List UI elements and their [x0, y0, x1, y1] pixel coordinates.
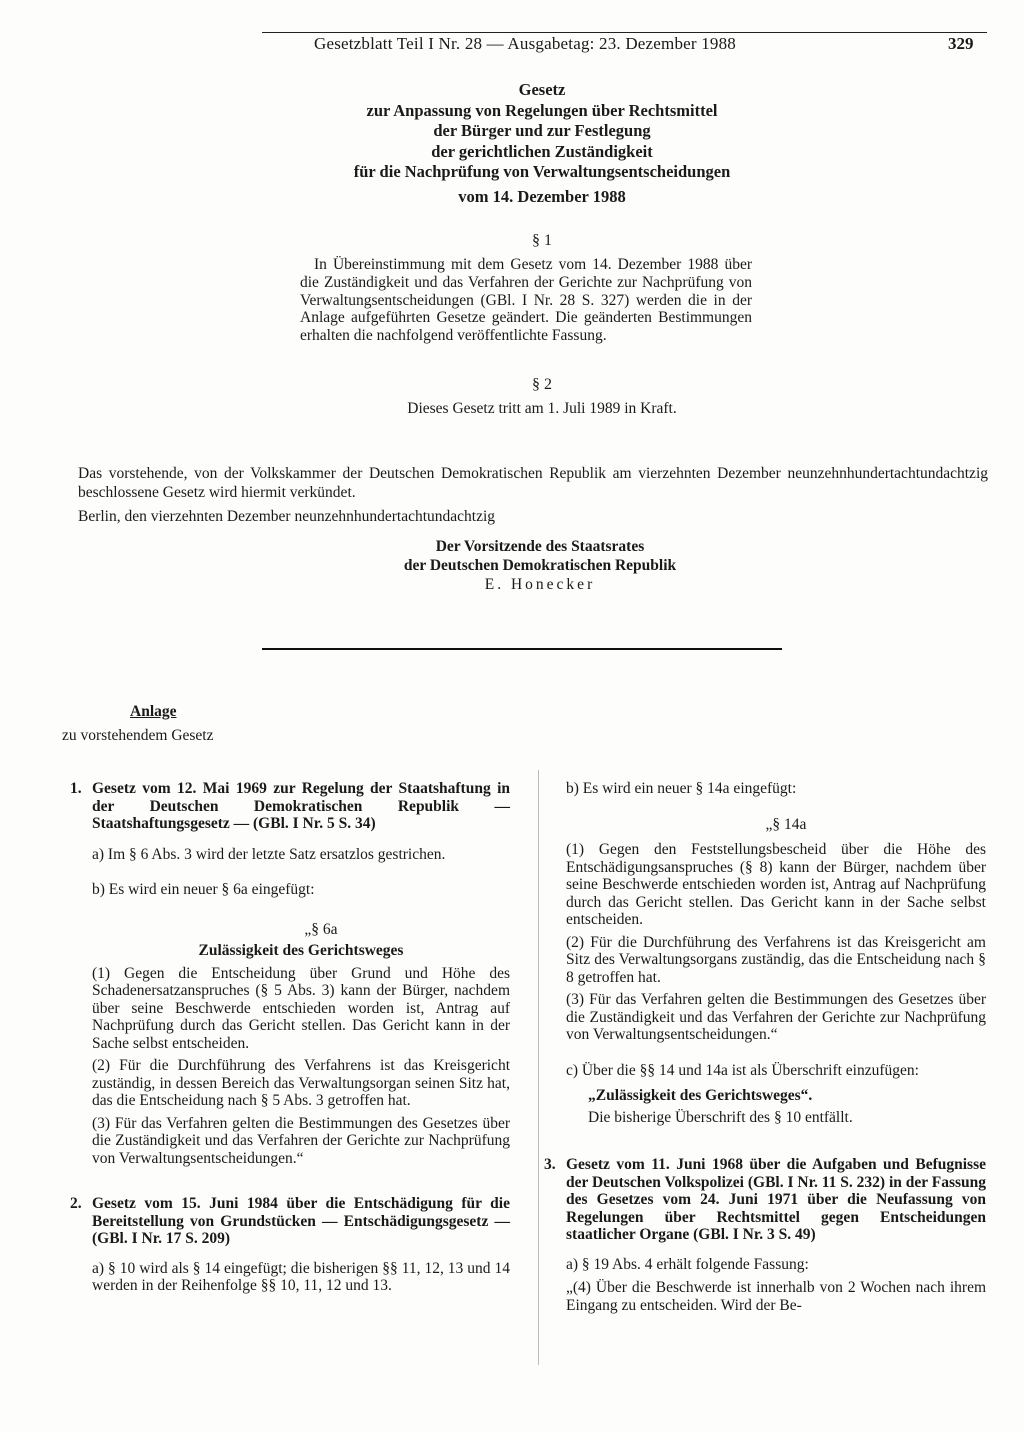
section-2-sign: § 2: [532, 376, 552, 393]
item-heading: Gesetz vom 12. Mai 1969 zur Regelung der Staatshaftung in der Deutschen Demokratischen Republik — Staatshaftungsgesetz — (GBl. I Nr. 5 S. 34): [92, 780, 510, 832]
paragraph-14a-abs3: (3) Für das Verfahren gelten die Bestimmungen des Gesetzes über die Zuständigkeit und das Verfahren der Gerichte zur Nachprüfung von Verwaltungsentscheidungen.“: [566, 991, 986, 1043]
section-2-text: Dieses Gesetz tritt am 1. Juli 1989 in Kraft.: [407, 400, 677, 417]
item-1-b: b) Es wird ein neuer § 6a eingefügt:: [92, 881, 315, 898]
promulgation-text: Das vorstehende, von der Volkskammer der Deutschen Demokratischen Republik am vierzehnten Dezember neunzehnhundertachtundachtzig beschlossene Gesetz wird hiermit verkündet.: [78, 465, 988, 501]
running-title: Gesetzblatt Teil I Nr. 28 — Ausgabetag: 23. Dezember 1988: [313, 34, 737, 53]
item-number: 2.: [70, 1195, 82, 1212]
place-date: Berlin, den vierzehnten Dezember neunzehnhundertachtundachtzig: [78, 508, 496, 525]
section-divider: [262, 648, 782, 650]
annex-right-column: [544, 780, 987, 1314]
paragraph-14a-sign: „§ 14a: [765, 815, 807, 833]
paragraph-14a-abs2: (2) Für die Durchführung des Verfahrens ist das Kreisgericht am Sitz des Verwaltungsorgans zuständig, das die Entscheidung nach § 8 getroffen hat.: [566, 933, 986, 986]
item-heading: Gesetz vom 11. Juni 1968 über die Aufgaben und Befugnisse der Deutschen Volkspolizei (GBl. I Nr. 11 S. 232) in der Fassung des Gesetzes vom 24. Juni 1971 über die Neufassung von Regelungen über Rechtsmittel gegen Entscheidungen staatlicher Organe (GBl. I Nr. 3 S. 49): [566, 1156, 987, 1243]
law-date: vom 14. Dezember 1988: [458, 187, 626, 206]
annex-left-column: [70, 780, 510, 1295]
item-1-a: a) Im § 6 Abs. 3 wird der letzte Satz ersatzlos gestrichen.: [92, 845, 446, 863]
annex-item-3: [544, 1156, 987, 1244]
section-1-sign: § 1: [532, 232, 552, 249]
law-title-line: Gesetz: [518, 80, 566, 99]
section-1-text: In Übereinstimmung mit dem Gesetz vom 14. Dezember 1988 über die Zuständigkeit und das Verfahren der Gerichte zur Nachprüfung von Verwaltungsentscheidungen (GBl. I Nr. 28 S. 327) werden die in der Anlage aufgeführten Gesetze geändert. Die geänderten Bestimmungen erhalten die nachfolgend veröffentlichte Fassung.: [300, 256, 752, 345]
signer-title: Der Vorsitzende des Staatsrates: [435, 538, 645, 555]
paragraph-6a-title: Zulässigkeit des Gerichtsweges: [198, 942, 404, 959]
signer-title: der Deutschen Demokratischen Republik: [403, 557, 677, 574]
page-number: 329: [948, 34, 974, 53]
law-title-line: für die Nachprüfung von Verwaltungsentscheidungen: [353, 162, 731, 181]
law-title-line: zur Anpassung von Regelungen über Rechtsmittel: [366, 100, 718, 120]
paragraph-6a-abs2: (2) Für die Durchführung des Verfahrens ist das Kreisgericht zuständig, in dessen Bereich das Verwaltungsorgan seinen Sitz hat, das die Entscheidung nach § 5 Abs. 3 getroffen hat.: [92, 1057, 510, 1109]
annex-title: Anlage: [130, 703, 177, 720]
item-2-c-note: Die bisherige Überschrift des § 10 entfällt.: [588, 1108, 853, 1126]
item-2-b: b) Es wird ein neuer § 14a eingefügt:: [566, 780, 797, 797]
item-2-a: a) § 10 wird als § 14 eingefügt; die bisherigen §§ 11, 12, 13 und 14 werden in der Reihenfolge §§ 10, 11, 12 und 13.: [92, 1259, 510, 1294]
annex-item-2: [70, 1195, 510, 1248]
law-title-line: der Bürger und zur Festlegung: [433, 121, 651, 140]
item-2-c: c) Über die §§ 14 und 14a ist als Überschrift einzufügen:: [566, 1061, 919, 1079]
paragraph-6a-abs3: (3) Für das Verfahren gelten die Bestimmungen des Gesetzes über die Zuständigkeit und das Verfahren der Gerichte zur Nachprüfung von Verwaltungsentscheidungen.“: [92, 1114, 510, 1167]
item-number: 1.: [70, 780, 82, 797]
header-rule: [262, 32, 987, 33]
paragraph-6a-sign: „§ 6a: [304, 920, 338, 938]
item-number: 3.: [544, 1156, 556, 1173]
item-3-a: a) § 19 Abs. 4 erhält folgende Fassung:: [566, 1255, 809, 1273]
signer-name: E. Honecker: [484, 576, 596, 593]
paragraph-6a-abs1: (1) Gegen die Entscheidung über Grund und Höhe des Schadenersatzanspruches (§ 5 Abs. 3) kann der Bürger, nachdem über seine Beschwerde entschieden worden ist, Antrag auf Nachprüfung durch das Gericht stellen. Das Gericht kann in der Sache selbst entscheiden.: [92, 964, 510, 1052]
paragraph-14a-abs1: (1) Gegen den Feststellungsbescheid über die Höhe des Entschädigungsanspruches (§ 8) kann der Bürger, nachdem über seine Beschwerde entschieden worden ist, Antrag auf Nachprüfung durch das Gericht stellen. Das Gericht kann in der Sache selbst entscheiden.: [566, 841, 986, 928]
signature-block: [340, 537, 740, 594]
annex-item-1: [70, 780, 510, 833]
column-divider: [538, 770, 539, 1365]
annex-subtitle: zu vorstehendem Gesetz: [62, 727, 214, 744]
item-3-a-text: „(4) Über die Beschwerde ist innerhalb von 2 Wochen nach ihrem Eingang zu entscheiden. Wird der Be-: [566, 1279, 986, 1314]
item-heading: Gesetz vom 15. Juni 1984 über die Entschädigung für die Bereitstellung von Grundstücken — Entschädigungsgesetz — (GBl. I Nr. 17 S. 209): [92, 1195, 510, 1247]
law-title-line: der gerichtlichen Zuständigkeit: [431, 141, 653, 161]
item-2-c-heading: „Zulässigkeit des Gerichtsweges“.: [588, 1087, 813, 1104]
law-title: [262, 80, 822, 183]
